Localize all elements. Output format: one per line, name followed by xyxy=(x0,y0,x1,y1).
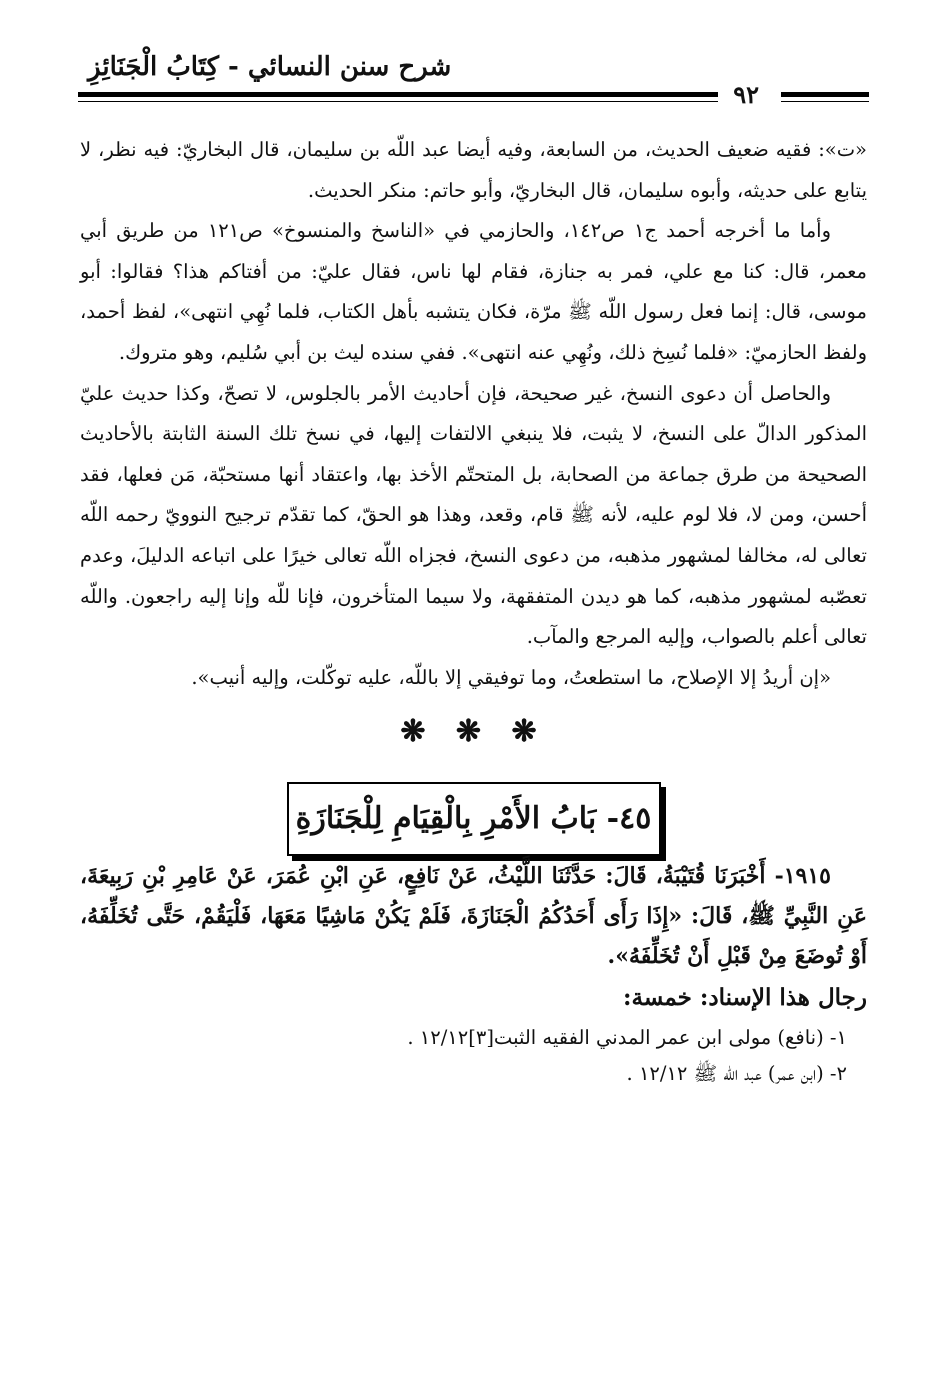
header-rule-right xyxy=(781,92,869,102)
rijal-item: ١- (نافع) مولى ابن عمر المدني الفقيه الثبت[٣]١٢/١٢ . xyxy=(407,1026,847,1050)
chapter-title: ٤٥- بَابُ الأَمْرِ بِالْقِيَامِ لِلْجَنَازَةِ xyxy=(295,801,652,837)
paragraph-2: وأما ما أخرجه أحمد ج١ ص١٤٢، والحازمي في «الناسخ والمنسوخ» ص١٢١ من طريق أبي معمر، قال: كنا مع علي، فمر به جنازة، فقام لها ناس، فقال عليّ: من أفتاكم هذا؟ فقالوا: أبو موسى، قال: إنما فعل رسول اللّه ﷺ مرّة، فكان يتشبه بأهل الكتاب، فلما نُهِي انتهى»، لفظ أحمد، ولفظ الحازميّ: «فلما نُسِخ ذلك، ونُهِي عنه انتهى». ففي سنده ليث بن أبي سُليم، وهو متروك. xyxy=(80,219,867,364)
page-number: ٩٢ xyxy=(733,80,759,109)
running-header xyxy=(78,52,869,109)
quran-quote: «إن أريدُ إلا الإصلاح، ما استطعتُ، وما توفيقي إلا باللّه، عليه توكّلت، وإليه أنيب». xyxy=(191,665,831,689)
chapter-title-box xyxy=(287,782,661,856)
paragraph-1: «ت»: فقيه ضعيف الحديث، من السابعة، وفيه أيضا عبد اللّه بن سليمان، قال البخاريّ: فيه نظر، لا يتابع على حديثه، وأبوه سليمان، قال البخاريّ، وأبو حاتم: منكر الحديث. xyxy=(80,138,867,202)
paragraph-3: والحاصل أن دعوى النسخ، غير صحيحة، فإن أحاديث الأمر بالجلوس، لا تصحّ، وكذا حديث عليّ المذكور الدالّ على النسخ، لا يثبت، فلا ينبغي الالتفات إليها، في نسخ تلك السنة الثابتة بالأحاديث الصحيحة من طرق جماعة من الصحابة، بل المتحتّم الأخذ بها، واعتقاد أنها مستحبّة، مَن فعلها، فقد أحسن، ومن لا، فلا لوم عليه، لأنه ﷺ قام، وقعد، وهذا هو الحقّ، كما تقدّم ترجيح النوويّ رحمه اللّه تعالى له، مخالفا لمشهور مذهبه، من دعوى النسخ، فجزاه اللّه تعالى خيرًا على اتباعه الدليلَ، وعدم تعصّبه لمشهور مذهبه، كما هو ديدن المتفقهة، ولا سيما المتأخرون، فإنا للّه وإنا إليه راجعون. واللّه تعالى أعلم بالصواب، وإليه المرجع والمآب. xyxy=(80,381,867,649)
rijal-heading: رجال هذا الإسناد: خمسة: xyxy=(623,984,867,1012)
running-title: شرح سنن النسائي - كِتَابُ الْجَنَائِزِ xyxy=(88,52,452,82)
rijal-item: ٢- (ابن عمر) عبد اللّه ﷺ ١٢/١٢ . xyxy=(626,1062,847,1086)
section-separator: ❋ ❋ ❋ xyxy=(400,714,547,750)
hadith-text: ١٩١٥- أَخْبَرَنَا قُتَيْبَةُ، قَالَ: حَدَّثَنَا اللَّيْثُ، عَنْ نَافِعٍ، عَنِ ابْنِ عُمَرَ، عَنْ عَامِرِ بْنِ رَبِيعَةَ، عَنِ النَّبِيِّ ﷺ، قَالَ: «إِذَا رَأَى أَحَدُكُمُ الْجَنَازَةَ، فَلَمْ يَكُنْ مَاشِيًا مَعَهَا، فَلْيَقُمْ، حَتَّى تُخَلِّفَهُ، أَوْ تُوضَعَ مِنْ قَبْلِ أَنْ تُخَلِّفَهُ». xyxy=(80,863,867,970)
page-body xyxy=(80,130,867,1092)
header-rule-left xyxy=(78,92,718,102)
